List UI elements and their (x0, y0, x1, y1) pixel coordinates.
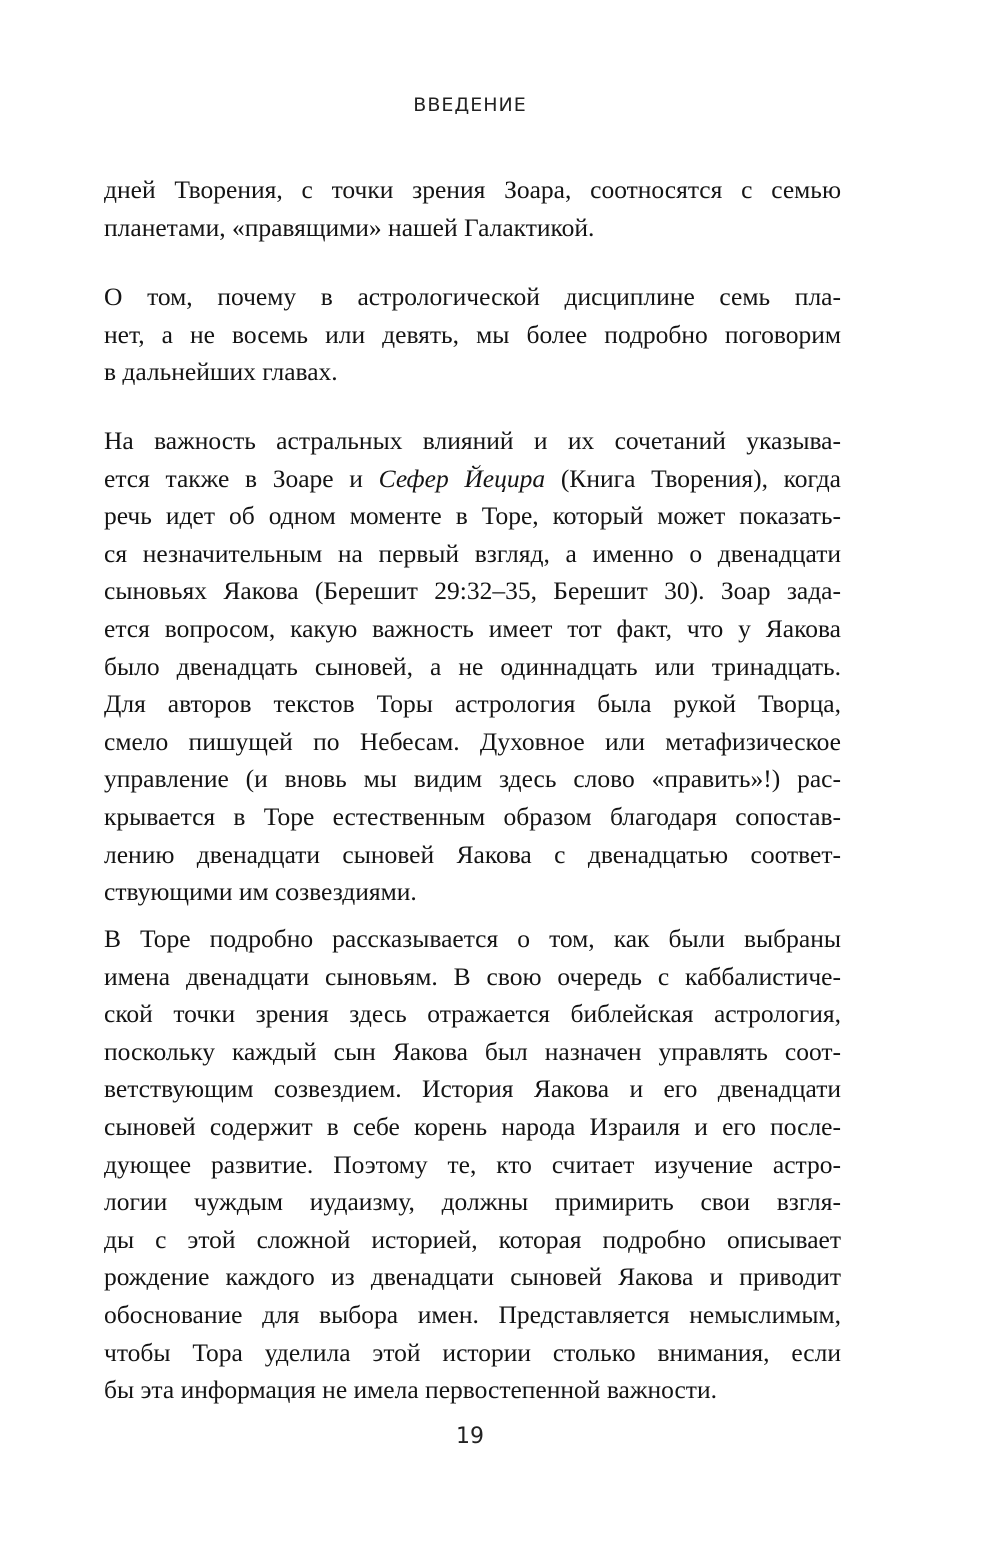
italic-title: Сефер Йецира (378, 463, 546, 493)
text-line: ствующими им созвездиями. (104, 877, 417, 907)
text-line: было двенадцать сыновей, а не одиннадцать или тринадцать. (104, 651, 841, 681)
text-line: бы эта информация не имела первостепенной важности. (104, 1375, 717, 1405)
text-line: крывается в Торе естественным образом благодаря сопостав- (104, 801, 841, 831)
paragraph (104, 278, 841, 391)
text-line: нет, а не восемь или девять, мы более подробно поговорим (104, 319, 841, 349)
running-header: ВВЕДЕНИЕ (413, 94, 527, 116)
text-line: сыновей содержит в себе корень народа Израиля и его после- (104, 1111, 841, 1141)
text-line: дующее развитие. Поэтому те, кто считает изучение астро- (104, 1149, 841, 1179)
paragraph (104, 171, 841, 246)
text-line: ветствующим созвездием. История Яакова и его двенадцати (104, 1074, 841, 1104)
text-line: дней Творения, с точки зрения Зоара, соотносятся с семью (104, 175, 841, 204)
text-line: сыновьях Яакова (Берешит 29:32–35, Берешит 30). Зоар зада- (104, 576, 841, 606)
text-line: обоснование для выбора имен. Представляется немыслимым, (104, 1299, 841, 1329)
text-line: лению двенадцати сыновей Яакова с двенадцатью соответ- (104, 839, 841, 869)
text-segment: (Книга Творения), когда (545, 463, 841, 493)
text-line: планетами, «правящими» нашей Галактикой. (104, 212, 595, 242)
text-line: ся незначительным на первый взгляд, а именно о двенадцати (104, 538, 841, 568)
paragraph (104, 422, 841, 911)
text-line: чтобы Тора уделила этой истории столько внимания, если (104, 1337, 841, 1367)
text-line: ется вопросом, какую важность имеет тот факт, что у Яакова (104, 613, 841, 643)
text-line: ской точки зрения здесь отражается библейская астрология, (104, 999, 841, 1029)
page-number: 19 (456, 1424, 484, 1449)
paragraph (104, 920, 841, 1409)
text-line: О том, почему в астрологической дисциплине семь пла- (104, 282, 841, 311)
text-line: имена двенадцати сыновьям. В свою очередь с каббалистиче- (104, 961, 841, 991)
text-line: В Торе подробно рассказывается о том, как были выбраны (104, 924, 841, 953)
text-line (104, 460, 841, 498)
text-segment: ется также в Зоаре и (104, 463, 379, 493)
text-line: в дальнейших главах. (104, 357, 338, 387)
text-line: управление (и вновь мы видим здесь слово «править»!) рас- (104, 764, 841, 794)
text-line: рождение каждого из двенадцати сыновей Яакова и приводит (104, 1262, 841, 1292)
text-line: логии чуждым иудаизму, должны примирить свои взгля- (104, 1187, 841, 1217)
text-line: речь идет об одном моменте в Торе, который может показать- (104, 501, 841, 531)
text-line: На важность астральных влияний и их сочетаний указыва- (104, 426, 841, 455)
text-line: поскольку каждый сын Яакова был назначен управлять соот- (104, 1036, 841, 1066)
text-line: Для авторов текстов Торы астрология была рукой Творца, (104, 689, 841, 719)
text-line: ды с этой сложной историей, которая подробно описывает (104, 1224, 841, 1254)
text-line: смело пишущей по Небесам. Духовное или метафизическое (104, 726, 841, 756)
